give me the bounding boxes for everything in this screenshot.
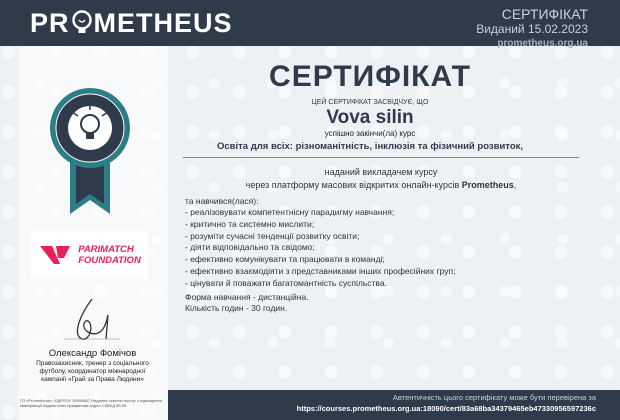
sponsor-name: PARIMATCH FOUNDATION [78,244,141,266]
skill-item: - діяти відповідально та свідомо; [185,242,315,253]
taught-line: наданий викладачем курсу [324,167,438,177]
verify-text: Автентичність цього сертифікату може бути перевірена за [392,393,596,402]
verify-link[interactable]: https://courses.prometheus.org.ua:18090/cert/83a68ba34379465eb47330956597236c [296,404,596,413]
header-certificate-label: СЕРТИФІКАТ [501,6,588,22]
issue-date: Виданий 15.02.2023 [476,22,588,36]
certificate-title: СЕРТИФІКАТ [269,60,471,93]
signatory-name: Олександр Фомічов [48,348,137,359]
signature-icon [62,295,122,343]
skill-item: - розуміти сучасні тенденції розвитку освіти; [185,230,360,241]
site-link[interactable]: prometheus.org.ua [497,38,588,49]
certifies-line: ЦЕЙ СЕРТИФІКАТ ЗАСВІДЧУЄ, ЩО [311,99,429,106]
parimatch-foundation-logo [31,231,148,279]
signatory-description: Правозахисник, тренер з соціального футболу, координатор міжнародної кампанії «Грай за Права Людини» [36,360,149,383]
legal-footnote: ГО «Prometheus», ЄДРПОУ 39599867 Надання освітніх послуг з підвищення кваліфікації педагогічних працівників згідно з КВЕД 85.59 [20,398,162,408]
study-hours: Кількість годин - 30 годин. [185,303,288,313]
form-of-study: Форма навчання - дистанційна. [185,292,309,302]
skill-item: - ефективно комунікувати та працювати в команді; [185,254,385,265]
recipient-name: Vova silin [326,107,414,128]
course-name: Освіта для всіх: різноманітність, інклюзія та фізичний розвиток, [216,141,524,152]
skill-item: - критично та системно мислити; [185,218,315,229]
heart-logo-icon [38,242,72,268]
logo-text-left: PR [30,8,70,38]
header-info [476,6,588,50]
skill-item: - ефективно взаємодіяти з представниками інших професійних груп; [185,265,456,276]
footer-bar [168,390,620,420]
lightbulb-icon [71,10,93,36]
logo-text-right: METHEUS [93,8,233,38]
header-bar [0,0,620,49]
prometheus-logo [30,8,233,38]
skills-list [185,207,455,290]
learned-intro: та навчився(лася): [185,196,259,206]
skill-item: - реалізовувати компетентнісну парадигму навчання; [185,207,395,217]
completed-line: успішно закінчи(ла) курс [324,129,416,138]
prometheus-medal-icon [48,86,132,216]
divider-line [183,157,579,158]
platform-line: через платформу масових відкритих онлайн-курсів Prometheus, [245,180,517,190]
skill-item: - цінувати й поважати багатомантність суспільства. [185,277,387,288]
